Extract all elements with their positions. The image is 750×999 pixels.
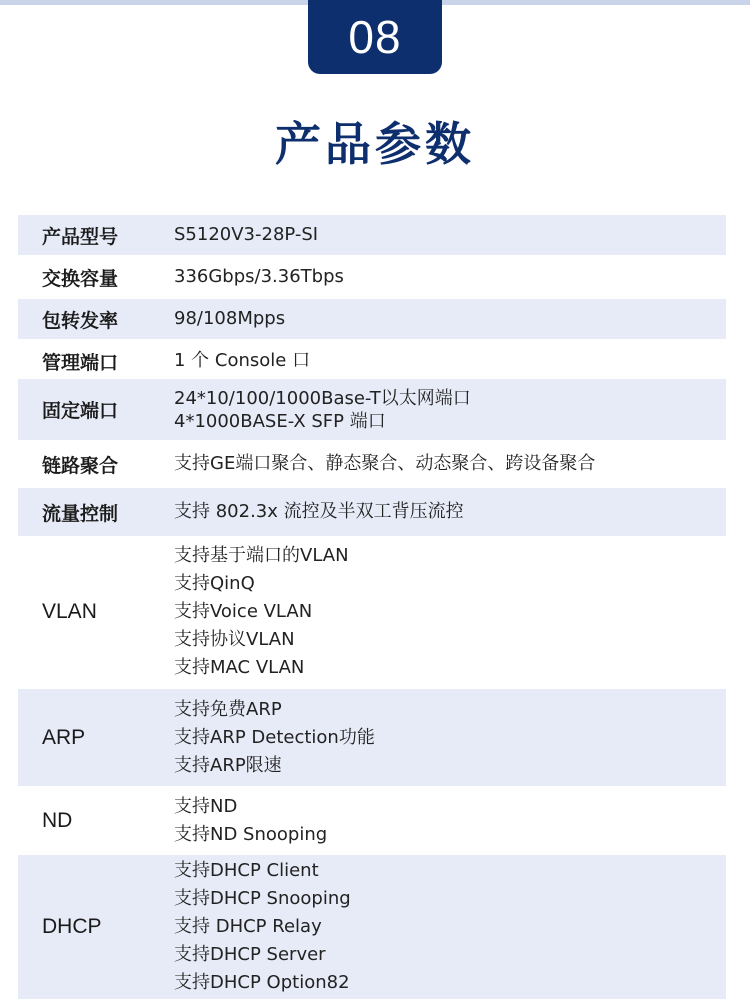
spec-value-line: 支持MAC VLAN [174, 657, 305, 678]
spec-label: DHCP [42, 915, 102, 938]
spec-label: 流量控制 [42, 502, 119, 525]
spec-value [172, 498, 726, 526]
spec-label: 包转发率 [42, 309, 119, 332]
spec-row-dhcp [18, 855, 726, 999]
spec-value-line: 支持 DHCP Relay [174, 916, 322, 937]
spec-value [172, 542, 726, 682]
spec-value [172, 696, 726, 780]
spec-value-line: 支持免费ARP [174, 698, 282, 720]
spec-label: ARP [42, 725, 86, 749]
spec-value-line: 支持ARP限速 [174, 754, 282, 776]
spec-row-vlan [18, 538, 726, 686]
spec-row-flow-control [18, 488, 726, 536]
spec-value-line: 支持DHCP Server [174, 944, 326, 965]
spec-label: 管理端口 [42, 351, 119, 374]
spec-value [172, 793, 726, 849]
spec-value-line: 24*10/100/1000Base-T以太网端口 [174, 387, 471, 409]
spec-row-fixed-ports [18, 379, 726, 440]
spec-label: ND [42, 809, 73, 832]
spec-value [172, 387, 726, 433]
spec-value-line: 支持Voice VLAN [174, 601, 313, 622]
spec-label: 链路聚合 [42, 454, 119, 477]
spec-value-line: 支持ND [174, 796, 238, 817]
spec-value-line: 4*1000BASE-X SFP 端口 [174, 410, 386, 432]
spec-row-link-aggregation [18, 442, 726, 486]
spec-label: 固定端口 [42, 400, 119, 422]
spec-value [172, 347, 726, 375]
spec-value [172, 221, 726, 249]
spec-row-management-port [18, 341, 726, 381]
spec-value-line: 支持DHCP Option82 [174, 972, 350, 993]
spec-value [172, 450, 726, 478]
spec-row-arp [18, 689, 726, 786]
spec-value-line: 支持基于端口的VLAN [174, 545, 349, 566]
spec-label: VLAN [42, 600, 97, 623]
spec-value-line: 支持QinQ [174, 573, 255, 594]
spec-value-line: 支持ARP Detection功能 [174, 726, 375, 748]
spec-value-line: 98/108Mpps [174, 308, 286, 329]
spec-value-line: S5120V3-28P-SI [174, 224, 319, 245]
spec-value-line: 支持ND Snooping [174, 824, 328, 845]
spec-value [172, 857, 726, 997]
page-title: 产品参数 [275, 117, 475, 171]
spec-value-line: 支持GE端口聚合、静态聚合、动态聚合、跨设备聚合 [174, 453, 596, 474]
spec-row-model [18, 215, 726, 255]
spec-value-line: 1 个 Console 口 [174, 350, 311, 371]
spec-row-forwarding-rate [18, 299, 726, 339]
spec-value-line: 支持协议VLAN [174, 629, 295, 650]
spec-value-line: 支持DHCP Snooping [174, 888, 351, 909]
section-number-badge: 08 [308, 0, 442, 74]
spec-row-nd [18, 789, 726, 853]
spec-label: 交换容量 [42, 267, 119, 290]
spec-value [172, 305, 726, 333]
spec-label: 产品型号 [42, 225, 119, 248]
spec-value [172, 263, 726, 291]
spec-value-line: 支持 802.3x 流控及半双工背压流控 [174, 501, 464, 522]
spec-value-line: 支持DHCP Client [174, 860, 319, 881]
spec-value-line: 336Gbps/3.36Tbps [174, 266, 344, 287]
spec-row-switching-capacity [18, 257, 726, 297]
